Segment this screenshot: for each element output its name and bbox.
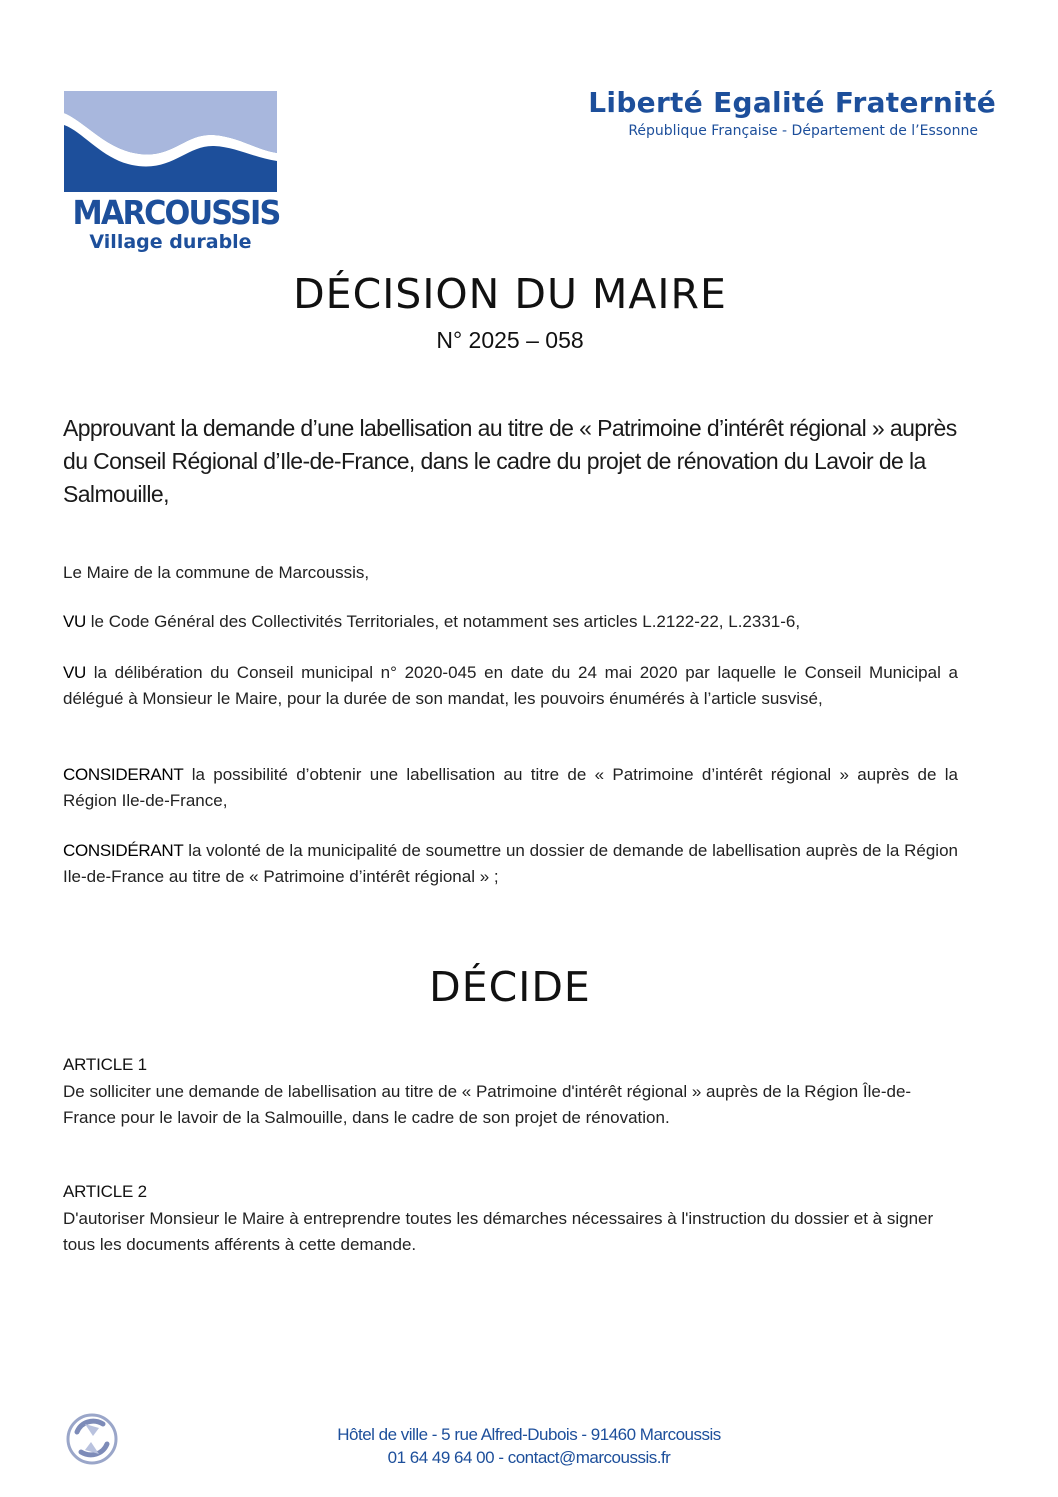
logo-tagline: Village durable <box>89 231 252 253</box>
preamble-item <box>63 762 958 814</box>
logo-name: MARCOUSSIS <box>72 193 280 232</box>
motto-subtitle: République Française - Département de l’Essonne <box>628 123 978 139</box>
article-text: De solliciter une demande de labellisation au titre de « Patrimoine d'intérêt régional » auprès de la Région Île-de-France pour le lavoir de la Salmouille, dans le cadre de son projet de rénovation. <box>63 1082 912 1127</box>
preamble-item <box>63 660 958 712</box>
preamble-item <box>63 609 958 635</box>
preamble-text: la délibération du Conseil municipal n° 2020-045 en date du 24 mai 2020 par laquelle le Conseil Municipal a délégué à Monsieur le Maire, pour la durée de son mandat, les pouvoirs énumérés à l’article susvisé, <box>63 663 958 708</box>
document-title: DÉCISION DU MAIRE <box>293 270 727 318</box>
preamble-text: la volonté de la municipalité de soumettre un dossier de demande de labellisation auprès de la Région Ile-de-France au titre de « Patrimoine d’intérêt régional » ; <box>63 841 958 886</box>
footer-contact: 01 64 49 64 00 - contact@marcoussis.fr <box>387 1448 671 1467</box>
article-text: D'autoriser Monsieur le Maire à entreprendre toutes les démarches nécessaires à l'instruction du dossier et à signer tous les documents afférents à cette demande. <box>63 1209 934 1254</box>
preamble-text: le Code Général des Collectivités Territoriales, et notamment ses articles L.2122-22, L.2331-6, <box>86 612 801 631</box>
decision-heading: DÉCIDE <box>429 963 591 1011</box>
motto-main: Liberté Egalité Fraternité <box>588 86 996 119</box>
decision-subject: Approuvant la demande d’une labellisation au titre de « Patrimoine d’intérêt régional » auprès du Conseil Régional d’Ile-de-France, dans le cadre du projet de rénovation du Lavoir de la Salmouille, <box>63 415 957 507</box>
article-heading: ARTICLE 1 <box>63 1055 147 1074</box>
page-footer <box>0 1423 1058 1469</box>
preamble-keyword: VU <box>63 612 87 631</box>
preamble-intro: Le Maire de la commune de Marcoussis, <box>63 563 370 582</box>
republic-motto <box>588 86 996 139</box>
footer-address: Hôtel de ville - 5 rue Alfred-Dubois - 91460 Marcoussis <box>337 1425 721 1444</box>
preamble-text: la possibilité d’obtenir une labellisation au titre de « Patrimoine d’intérêt régional » auprès de la Région Ile-de-France, <box>63 765 958 810</box>
marcoussis-logo <box>64 91 280 261</box>
decision-number: N° 2025 – 058 <box>436 327 584 353</box>
article-heading: ARTICLE 2 <box>63 1182 147 1201</box>
preamble-keyword: CONSIDÉRANT <box>63 841 184 860</box>
wave-logo-icon <box>64 91 277 192</box>
preamble-keyword: VU <box>63 663 87 682</box>
preamble-item <box>63 838 958 890</box>
preamble-keyword: CONSIDERANT <box>63 765 184 784</box>
